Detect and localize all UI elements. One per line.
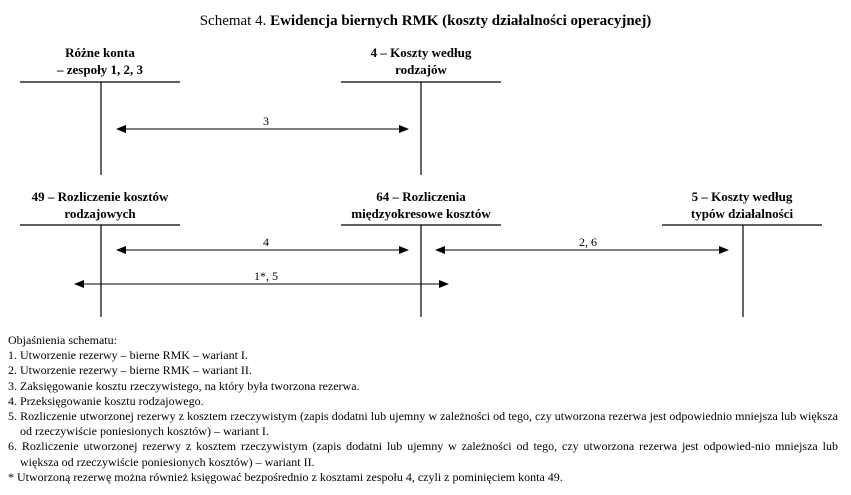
arrow-3 (117, 114, 408, 129)
arrow-4 (117, 235, 408, 250)
account-rozne-line1: Różne konta (65, 45, 135, 60)
arrow-2-6-label: 2, 6 (579, 235, 597, 249)
account-rozne-line2: – zespoły 1, 2, 3 (57, 62, 143, 77)
notes-heading: Objaśnienia schematu: (8, 333, 117, 347)
arrow-1-5-label: 1*, 5 (254, 269, 278, 283)
title-main: Ewidencja biernych RMK (koszty działalności operacyjnej) (270, 13, 652, 29)
note-item-5: 5. Rozliczenie utworzonej rezerwy z kosztem rzeczywistym (zapis dodatni lub ujemny w zależności od tego, czy utworzona rezerwa jest odpowiednio mniejsza lub większa od rzeczywiście poniesionych kosztów) – wariant I. (8, 409, 838, 439)
account-4-line2: rodzajów (395, 62, 447, 77)
arrow-1-5 (75, 269, 448, 284)
note-footnote: * Utworzoną rezerwę można również księgować bezpośrednio z kosztami zespołu 4, czyli z pominięciem konta 49. (8, 469, 563, 484)
account-64-line1: 64 – Rozliczenia (376, 189, 466, 204)
t-account-64 (341, 225, 501, 317)
note-item-2: 2. Utworzenie rezerwy – bierne RMK – wariant II. (8, 363, 252, 378)
note-item-6: 6. Rozliczenie utworzonej rezerwy z kosztem rzeczywistym (zapis dodatni lub ujemny w zależności od tego, czy utworzona rezerwa jest odpowied-nio mniejsza lub większa od rzeczywiście poniesionych kosztów) – wariant II. (8, 439, 838, 469)
account-5-line1: 5 – Koszty według (691, 189, 793, 204)
arrow-4-label: 4 (263, 235, 269, 249)
note-item-3: 3. Zaksięgowanie kosztu rzeczywistego, na który była tworzona rezerwa. (8, 378, 360, 393)
account-49-line2: rodzajowych (64, 206, 136, 221)
account-49-line1: 49 – Rozliczenie kosztów (31, 189, 169, 204)
account-5-line2: typów działalności (690, 206, 794, 221)
note-item-1: 1. Utworzenie rezerwy – bierne RMK – wariant I. (8, 348, 248, 363)
title-prefix: Schemat 4. (199, 13, 267, 29)
notes-section (8, 333, 838, 485)
account-64-line2: międzyokresowe kosztów (351, 206, 491, 221)
arrow-3-label: 3 (263, 114, 269, 128)
t-account-5 (662, 225, 822, 317)
t-account-49 (20, 225, 180, 317)
arrow-2-6 (436, 235, 728, 250)
note-item-4: 4. Przeksięgowanie kosztu rodzajowego. (8, 393, 204, 408)
account-4-line1: 4 – Koszty według (370, 45, 472, 60)
